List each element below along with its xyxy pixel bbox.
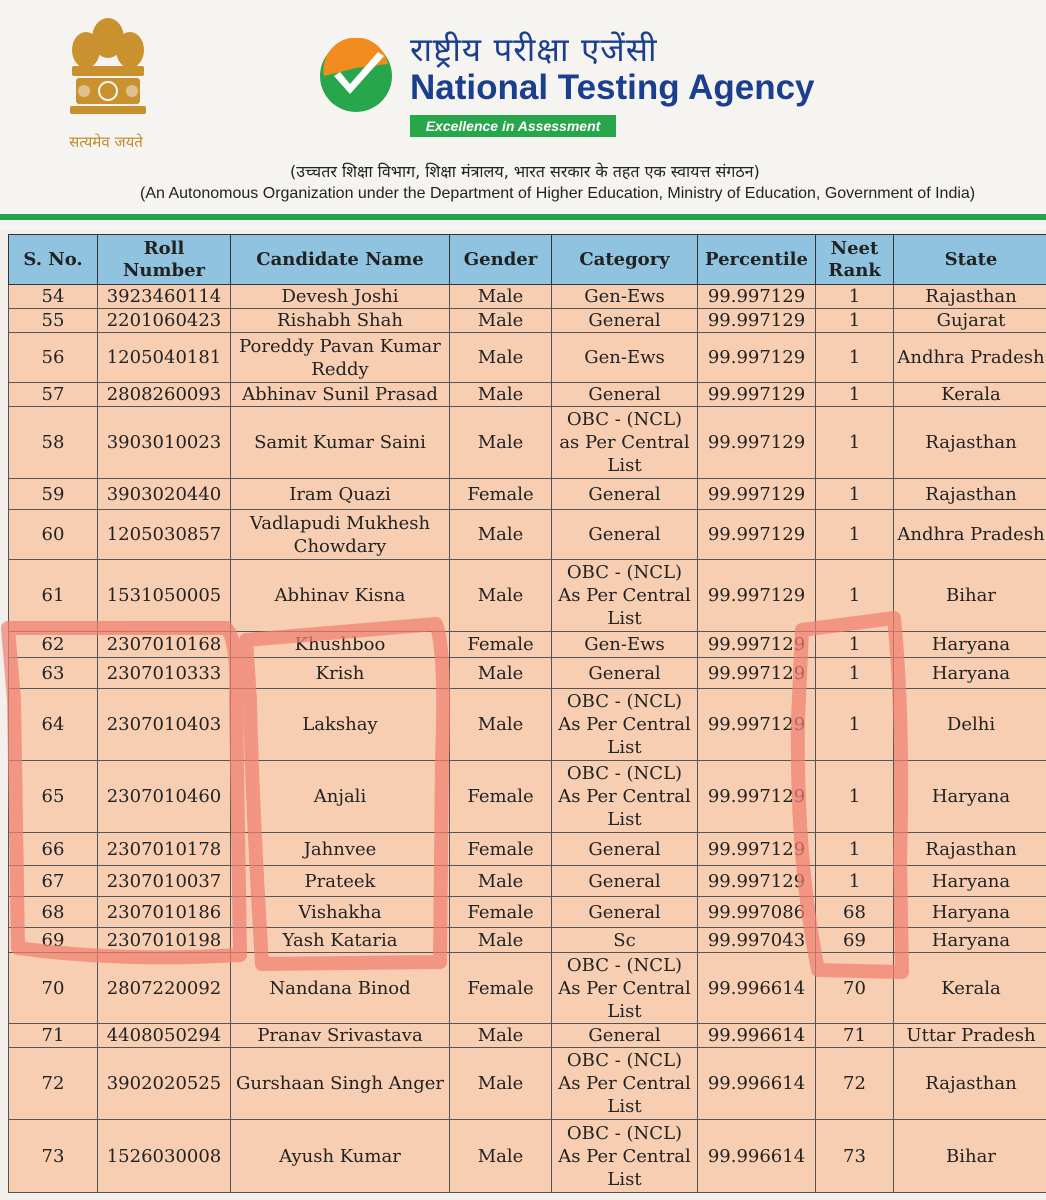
- cell-candidate-name: Krish: [231, 658, 450, 689]
- cell-roll-number: 2307010460: [98, 761, 231, 833]
- cell-roll-number: 2807220092: [98, 953, 231, 1024]
- cell-candidate-name: Poreddy Pavan Kumar Reddy: [231, 333, 450, 383]
- cell-sno: 58: [9, 407, 98, 479]
- cell-percentile: 99.997129: [698, 407, 816, 479]
- cell-candidate-name: Yash Kataria: [231, 928, 450, 953]
- cell-neet-rank: 68: [816, 897, 894, 928]
- cell-gender: Male: [450, 1120, 552, 1193]
- cell-roll-number: 3923460114: [98, 285, 231, 309]
- cell-category: Gen-Ews: [552, 632, 698, 658]
- cell-state: Haryana: [894, 897, 1046, 928]
- cell-category: General: [552, 897, 698, 928]
- cell-neet-rank: 70: [816, 953, 894, 1024]
- cell-category: OBC - (NCL) As Per Central List: [552, 953, 698, 1024]
- table-row: [9, 333, 1046, 383]
- cell-gender: Male: [450, 333, 552, 383]
- cell-category: OBC - (NCL) As Per Central List: [552, 689, 698, 761]
- cell-roll-number: 2307010403: [98, 689, 231, 761]
- cell-state: Andhra Pradesh: [894, 510, 1046, 560]
- cell-sno: 61: [9, 560, 98, 632]
- cell-state: Haryana: [894, 658, 1046, 689]
- cell-gender: Male: [450, 928, 552, 953]
- table-row: [9, 761, 1046, 833]
- table-row: [9, 689, 1046, 761]
- cell-gender: Male: [450, 309, 552, 333]
- table-row: [9, 1024, 1046, 1048]
- cell-percentile: 99.997086: [698, 897, 816, 928]
- cell-candidate-name: Abhinav Kisna: [231, 560, 450, 632]
- cell-sno: 57: [9, 383, 98, 407]
- cell-gender: Female: [450, 833, 552, 866]
- table-row: [9, 510, 1046, 560]
- table-row: [9, 632, 1046, 658]
- cell-state: Rajasthan: [894, 479, 1046, 510]
- cell-roll-number: 1205040181: [98, 333, 231, 383]
- cell-state: Haryana: [894, 632, 1046, 658]
- cell-gender: Male: [450, 383, 552, 407]
- cell-roll-number: 4408050294: [98, 1024, 231, 1048]
- column-header-gender: Gender: [450, 235, 552, 285]
- cell-gender: Male: [450, 1048, 552, 1120]
- table-row: [9, 479, 1046, 510]
- column-header-candidate-name: Candidate Name: [231, 235, 450, 285]
- cell-sno: 70: [9, 953, 98, 1024]
- cell-roll-number: 1531050005: [98, 560, 231, 632]
- cell-percentile: 99.996614: [698, 1120, 816, 1193]
- cell-category: Gen-Ews: [552, 333, 698, 383]
- table-row: [9, 309, 1046, 333]
- cell-percentile: 99.997129: [698, 479, 816, 510]
- cell-category: General: [552, 833, 698, 866]
- cell-roll-number: 2307010168: [98, 632, 231, 658]
- cell-state: Kerala: [894, 383, 1046, 407]
- cell-percentile: 99.997129: [698, 866, 816, 897]
- cell-percentile: 99.997129: [698, 833, 816, 866]
- cell-gender: Female: [450, 953, 552, 1024]
- cell-sno: 73: [9, 1120, 98, 1193]
- cell-gender: Male: [450, 510, 552, 560]
- cell-percentile: 99.997129: [698, 658, 816, 689]
- cell-candidate-name: Rishabh Shah: [231, 309, 450, 333]
- cell-roll-number: 1205030857: [98, 510, 231, 560]
- cell-percentile: 99.996614: [698, 953, 816, 1024]
- org-name-hindi: राष्ट्रीय परीक्षा एजेंसी: [410, 30, 658, 69]
- org-tagline: Excellence in Assessment: [410, 115, 616, 137]
- cell-gender: Male: [450, 560, 552, 632]
- table-body: [9, 285, 1046, 1193]
- table-row: [9, 560, 1046, 632]
- cell-sno: 64: [9, 689, 98, 761]
- cell-category: OBC - (NCL) As Per Central List: [552, 1120, 698, 1193]
- cell-state: Andhra Pradesh: [894, 333, 1046, 383]
- cell-candidate-name: Pranav Srivastava: [231, 1024, 450, 1048]
- column-header-neet-rank: Neet Rank: [816, 235, 894, 285]
- cell-gender: Male: [450, 285, 552, 309]
- cell-candidate-name: Khushboo: [231, 632, 450, 658]
- cell-gender: Male: [450, 1024, 552, 1048]
- cell-sno: 66: [9, 833, 98, 866]
- cell-state: Haryana: [894, 928, 1046, 953]
- nta-check-logo-icon: [318, 38, 394, 114]
- cell-percentile: 99.997129: [698, 689, 816, 761]
- cell-state: Delhi: [894, 689, 1046, 761]
- cell-sno: 59: [9, 479, 98, 510]
- cell-neet-rank: 1: [816, 866, 894, 897]
- cell-gender: Female: [450, 897, 552, 928]
- cell-sno: 63: [9, 658, 98, 689]
- cell-category: General: [552, 479, 698, 510]
- header-divider: [0, 214, 1046, 220]
- cell-category: OBC - (NCL) As Per Central List: [552, 560, 698, 632]
- cell-roll-number: 3903010023: [98, 407, 231, 479]
- table-row: [9, 1120, 1046, 1193]
- cell-state: Bihar: [894, 1120, 1046, 1193]
- cell-gender: Female: [450, 479, 552, 510]
- cell-neet-rank: 1: [816, 632, 894, 658]
- cell-neet-rank: 1: [816, 309, 894, 333]
- cell-sno: 65: [9, 761, 98, 833]
- cell-candidate-name: Vadlapudi Mukhesh Chowdary: [231, 510, 450, 560]
- column-header-state: State: [894, 235, 1046, 285]
- table-row: [9, 658, 1046, 689]
- cell-percentile: 99.997129: [698, 333, 816, 383]
- emblem-motto: सत्यमेव जयते: [69, 133, 143, 151]
- cell-neet-rank: 1: [816, 333, 894, 383]
- table-row: [9, 833, 1046, 866]
- cell-state: Rajasthan: [894, 407, 1046, 479]
- results-table-container: [8, 234, 1046, 1193]
- cell-sno: 54: [9, 285, 98, 309]
- cell-gender: Female: [450, 761, 552, 833]
- cell-percentile: 99.996614: [698, 1048, 816, 1120]
- cell-category: General: [552, 383, 698, 407]
- cell-roll-number: 1526030008: [98, 1120, 231, 1193]
- cell-roll-number: 2307010333: [98, 658, 231, 689]
- cell-state: Uttar Pradesh: [894, 1024, 1046, 1048]
- cell-gender: Male: [450, 866, 552, 897]
- cell-category: Sc: [552, 928, 698, 953]
- cell-sno: 71: [9, 1024, 98, 1048]
- cell-percentile: 99.997129: [698, 309, 816, 333]
- cell-category: OBC - (NCL) as Per Central List: [552, 407, 698, 479]
- page-header: [0, 0, 1046, 230]
- cell-gender: Female: [450, 632, 552, 658]
- cell-roll-number: 2201060423: [98, 309, 231, 333]
- table-row: [9, 285, 1046, 309]
- cell-neet-rank: 1: [816, 479, 894, 510]
- cell-neet-rank: 1: [816, 510, 894, 560]
- cell-percentile: 99.997129: [698, 510, 816, 560]
- column-header-percentile: Percentile: [698, 235, 816, 285]
- table-row: [9, 407, 1046, 479]
- cell-roll-number: 3902020525: [98, 1048, 231, 1120]
- cell-sno: 72: [9, 1048, 98, 1120]
- table-row: [9, 866, 1046, 897]
- cell-roll-number: 2307010178: [98, 833, 231, 866]
- results-table: [8, 234, 1046, 1193]
- cell-percentile: 99.997129: [698, 560, 816, 632]
- cell-candidate-name: Devesh Joshi: [231, 285, 450, 309]
- org-subtitle-hindi: (उच्चतर शिक्षा विभाग, शिक्षा मंत्रालय, भारत सरकार के तहत एक स्वायत्त संगठन): [290, 162, 760, 181]
- cell-neet-rank: 73: [816, 1120, 894, 1193]
- org-subtitle-english: (An Autonomous Organization under the Department of Higher Education, Ministry of Education, Government of India): [140, 185, 976, 202]
- cell-candidate-name: Prateek: [231, 866, 450, 897]
- cell-neet-rank: 1: [816, 761, 894, 833]
- cell-roll-number: 2808260093: [98, 383, 231, 407]
- cell-neet-rank: 1: [816, 285, 894, 309]
- cell-sno: 69: [9, 928, 98, 953]
- cell-candidate-name: Abhinav Sunil Prasad: [231, 383, 450, 407]
- cell-category: Gen-Ews: [552, 285, 698, 309]
- cell-candidate-name: Gurshaan Singh Anger: [231, 1048, 450, 1120]
- cell-percentile: 99.997129: [698, 761, 816, 833]
- cell-state: Haryana: [894, 866, 1046, 897]
- cell-state: Rajasthan: [894, 285, 1046, 309]
- cell-sno: 68: [9, 897, 98, 928]
- cell-percentile: 99.997129: [698, 632, 816, 658]
- cell-percentile: 99.997129: [698, 285, 816, 309]
- cell-sno: 60: [9, 510, 98, 560]
- cell-sno: 62: [9, 632, 98, 658]
- cell-neet-rank: 71: [816, 1024, 894, 1048]
- cell-neet-rank: 1: [816, 560, 894, 632]
- cell-neet-rank: 1: [816, 658, 894, 689]
- column-header-category: Category: [552, 235, 698, 285]
- cell-gender: Male: [450, 407, 552, 479]
- column-header-sno: S. No.: [9, 235, 98, 285]
- cell-neet-rank: 1: [816, 407, 894, 479]
- cell-state: Bihar: [894, 560, 1046, 632]
- table-row: [9, 897, 1046, 928]
- cell-category: General: [552, 658, 698, 689]
- cell-candidate-name: Jahnvee: [231, 833, 450, 866]
- cell-percentile: 99.997129: [698, 383, 816, 407]
- cell-category: General: [552, 510, 698, 560]
- cell-state: Haryana: [894, 761, 1046, 833]
- cell-state: Rajasthan: [894, 1048, 1046, 1120]
- column-header-roll-number: Roll Number: [98, 235, 231, 285]
- table-row: [9, 383, 1046, 407]
- cell-sno: 55: [9, 309, 98, 333]
- cell-state: Rajasthan: [894, 833, 1046, 866]
- cell-candidate-name: Iram Quazi: [231, 479, 450, 510]
- table-row: [9, 928, 1046, 953]
- cell-roll-number: 2307010037: [98, 866, 231, 897]
- org-name-english: National Testing Agency: [410, 68, 815, 107]
- cell-candidate-name: Nandana Binod: [231, 953, 450, 1024]
- cell-neet-rank: 1: [816, 689, 894, 761]
- cell-neet-rank: 1: [816, 383, 894, 407]
- cell-sno: 67: [9, 866, 98, 897]
- cell-category: OBC - (NCL) As Per Central List: [552, 761, 698, 833]
- cell-state: Kerala: [894, 953, 1046, 1024]
- cell-neet-rank: 72: [816, 1048, 894, 1120]
- cell-candidate-name: Ayush Kumar: [231, 1120, 450, 1193]
- cell-roll-number: 3903020440: [98, 479, 231, 510]
- cell-candidate-name: Samit Kumar Saini: [231, 407, 450, 479]
- table-row: [9, 953, 1046, 1024]
- cell-roll-number: 2307010198: [98, 928, 231, 953]
- cell-state: Gujarat: [894, 309, 1046, 333]
- cell-candidate-name: Vishakha: [231, 897, 450, 928]
- table-row: [9, 1048, 1046, 1120]
- cell-category: General: [552, 309, 698, 333]
- table-header-row: [9, 235, 1046, 285]
- cell-neet-rank: 1: [816, 833, 894, 866]
- cell-sno: 56: [9, 333, 98, 383]
- cell-category: General: [552, 866, 698, 897]
- cell-candidate-name: Lakshay: [231, 689, 450, 761]
- cell-neet-rank: 69: [816, 928, 894, 953]
- cell-roll-number: 2307010186: [98, 897, 231, 928]
- cell-gender: Male: [450, 658, 552, 689]
- cell-gender: Male: [450, 689, 552, 761]
- cell-category: OBC - (NCL) As Per Central List: [552, 1048, 698, 1120]
- cell-percentile: 99.997043: [698, 928, 816, 953]
- cell-percentile: 99.996614: [698, 1024, 816, 1048]
- cell-candidate-name: Anjali: [231, 761, 450, 833]
- cell-category: General: [552, 1024, 698, 1048]
